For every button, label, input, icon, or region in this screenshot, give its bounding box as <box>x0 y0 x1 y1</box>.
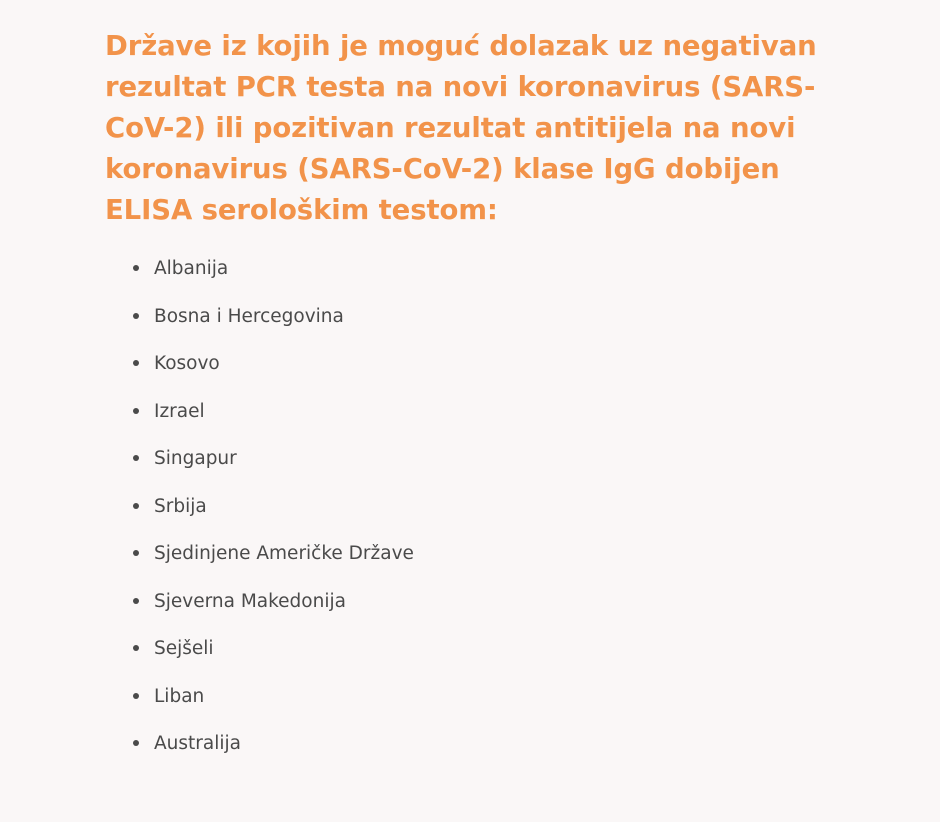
list-item <box>129 447 880 471</box>
list-item-label: Liban <box>154 685 205 707</box>
list-item-label: Srbija <box>154 495 207 517</box>
list-item <box>129 732 880 756</box>
bullet-icon <box>133 408 139 414</box>
bullet-icon <box>133 360 139 366</box>
list-item-label: Bosna i Hercegovina <box>154 305 344 327</box>
list-item-label: Australija <box>154 733 241 754</box>
bullet-icon <box>133 265 139 271</box>
bullet-icon <box>133 503 139 509</box>
list-item-label: Singapur <box>154 448 237 469</box>
list-item <box>129 542 880 566</box>
list-item <box>129 257 880 281</box>
bullet-icon <box>133 455 139 461</box>
bullet-icon <box>133 598 139 604</box>
bullet-icon <box>133 740 139 746</box>
list-item <box>129 352 880 376</box>
bullet-icon <box>133 693 139 699</box>
list-item <box>129 637 880 661</box>
list-item <box>129 495 880 519</box>
country-list <box>105 257 880 756</box>
page-title: Države iz kojih je moguć dolazak uz negativan rezultat PCR testa na novi koronavirus (SARS-CoV-2) ili pozitivan rezultat antitijela na novi koronavirus (SARS-CoV-2) klase IgG dobijen ELISA serološkim testom: <box>105 30 817 226</box>
list-item <box>129 400 880 424</box>
list-item-label: Sjeverna Makedonija <box>154 590 346 612</box>
list-item <box>129 685 880 709</box>
list-item-label: Izrael <box>154 400 205 422</box>
bullet-icon <box>133 550 139 556</box>
bullet-icon <box>133 645 139 651</box>
list-item-label: Albanija <box>154 258 229 279</box>
list-item <box>129 590 880 614</box>
list-item <box>129 305 880 329</box>
bullet-icon <box>133 313 139 319</box>
list-item-label: Kosovo <box>154 353 220 374</box>
list-item-label: Sejšeli <box>154 638 214 659</box>
list-item-label: Sjedinjene Američke Države <box>154 543 414 564</box>
